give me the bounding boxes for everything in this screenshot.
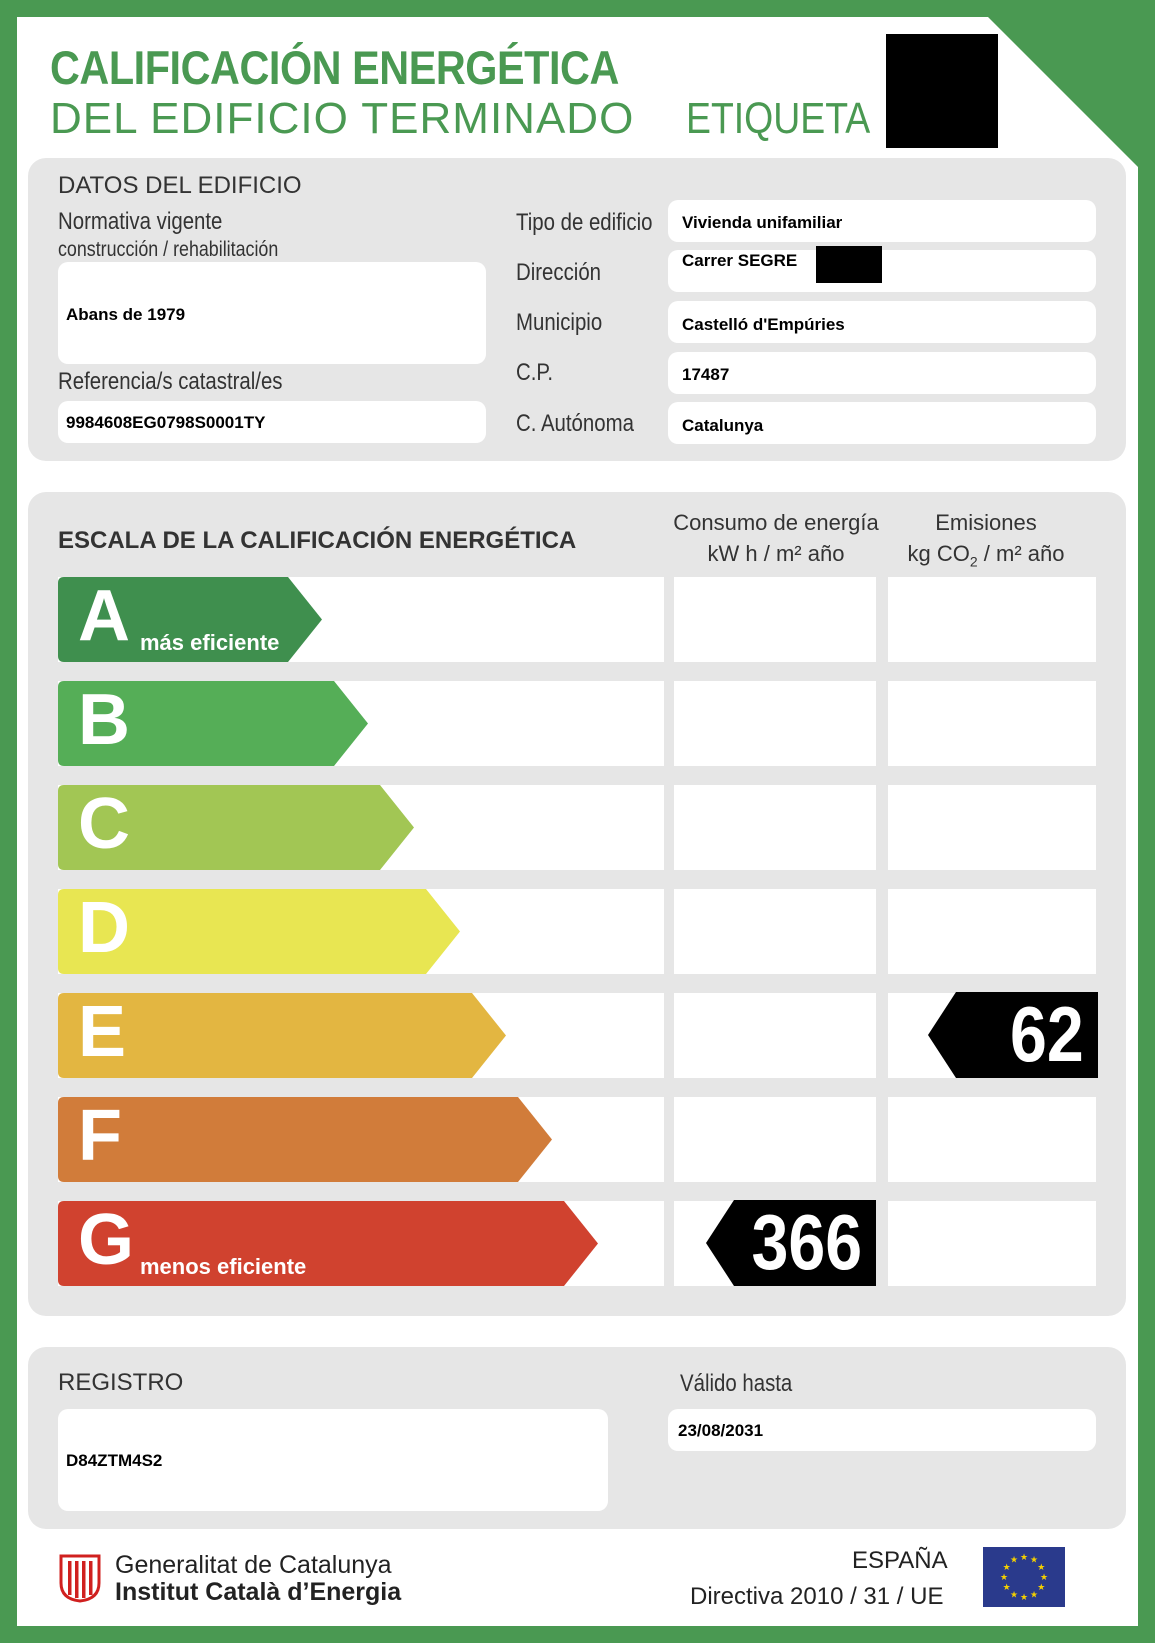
eu-star: ★ <box>999 1572 1009 1582</box>
normativa-label-1: Normativa vigente <box>58 208 223 235</box>
direccion-label: Dirección <box>516 259 602 286</box>
emisiones-cell-c <box>888 785 1096 870</box>
municipio-field <box>668 301 1096 343</box>
eu-flag-icon <box>983 1547 1065 1607</box>
class-letter-g: G <box>78 1200 135 1280</box>
consumo-cell-e <box>674 993 876 1078</box>
qr-code-redacted <box>886 34 998 148</box>
org-line-2: Institut Català d’Energia <box>115 1578 402 1606</box>
eu-star: ★ <box>1019 1552 1029 1562</box>
country-label: ESPAÑA <box>852 1547 948 1574</box>
generalitat-logo-icon <box>58 1553 102 1603</box>
direccion-value: Carrer SEGRE <box>682 251 798 270</box>
emisiones-header-2 <box>886 541 1086 569</box>
valido-label: Válido hasta <box>680 1370 793 1397</box>
eu-star: ★ <box>1009 1554 1019 1565</box>
class-arrow-shape-g <box>58 1201 598 1286</box>
emisiones-cell-d <box>888 889 1096 974</box>
eu-star: ★ <box>1009 1589 1019 1600</box>
valido-value: 23/08/2031 <box>678 1421 764 1440</box>
tipo-field <box>668 200 1096 242</box>
class-letter-a: A <box>78 576 130 656</box>
valido-field <box>668 1409 1096 1451</box>
class-sub-a: más eficiente <box>140 630 280 655</box>
normativa-label-2: construcción / rehabilitación <box>58 238 279 261</box>
emisiones-rating-badge <box>928 992 1098 1078</box>
referencia-value: 9984608EG0798S0001TY <box>66 413 266 432</box>
corner-fold <box>988 17 1138 167</box>
class-arrow-shape-f <box>58 1097 552 1182</box>
registro-value: D84ZTM4S2 <box>66 1451 163 1470</box>
eu-star: ★ <box>1019 1592 1029 1602</box>
eu-star: ★ <box>1029 1589 1039 1600</box>
emisiones-cell-g <box>888 1201 1096 1286</box>
class-letter-c: C <box>78 784 130 864</box>
municipio-label: Municipio <box>516 309 603 336</box>
referencia-field <box>58 401 486 443</box>
direccion-redaction <box>816 246 882 283</box>
class-arrow-d <box>58 889 460 974</box>
emisiones-cell-f <box>888 1097 1096 1182</box>
emisiones-cell-a <box>888 577 1096 662</box>
normativa-value: Abans de 1979 <box>66 305 186 324</box>
tipo-label: Tipo de edificio <box>516 209 653 236</box>
consumo-cell-b <box>674 681 876 766</box>
directive-label: Directiva 2010 / 31 / UE <box>690 1583 944 1610</box>
class-letter-b: B <box>78 680 130 760</box>
municipio-value: Castelló d'Empúries <box>682 315 845 334</box>
registro-label: REGISTRO <box>58 1369 184 1396</box>
eu-star: ★ <box>1039 1572 1049 1582</box>
tipo-value: Vivienda unifamiliar <box>682 213 843 232</box>
emisiones-cell-b <box>888 681 1096 766</box>
class-sub-g: menos eficiente <box>140 1254 307 1279</box>
class-arrow-e <box>58 993 506 1078</box>
consumo-cell-a <box>674 577 876 662</box>
autonoma-value: Catalunya <box>682 416 764 435</box>
class-letter-d: D <box>78 888 130 968</box>
class-letter-e: E <box>78 992 127 1072</box>
emisiones-rating-badge-value: 62 <box>1010 990 1084 1078</box>
normativa-field <box>58 262 486 364</box>
eu-star: ★ <box>1037 1562 1046 1572</box>
autonoma-label: C. Autónoma <box>516 410 634 437</box>
consumo-cell-c <box>674 785 876 870</box>
cp-label: C.P. <box>516 359 554 386</box>
consumo-cell-d <box>674 889 876 974</box>
scale-section-title: ESCALA DE LA CALIFICACIÓN ENERGÉTICA <box>58 527 577 554</box>
class-arrow-f <box>58 1097 552 1182</box>
cp-value: 17487 <box>682 365 730 384</box>
consumo-rating-badge <box>706 1200 876 1286</box>
consumo-header-2: kW h / m² año <box>707 541 845 566</box>
emisiones-unit-rest: / m² año <box>977 541 1065 566</box>
title-line-2: DEL EDIFICIO TERMINADO <box>50 94 635 143</box>
building-section-title: DATOS DEL EDIFICIO <box>58 172 302 199</box>
consumo-header-1: Consumo de energía <box>673 510 879 535</box>
direccion-field <box>668 250 1096 292</box>
title-line-1: CALIFICACIÓN ENERGÉTICA <box>50 41 619 94</box>
etiqueta-label: ETIQUETA <box>686 94 871 143</box>
cp-field <box>668 352 1096 394</box>
referencia-label: Referencia/s catastral/es <box>58 368 283 395</box>
emisiones-header-1: Emisiones <box>935 510 1037 535</box>
emisiones-unit-sub: 2 <box>969 553 978 570</box>
consumo-rating-badge-value: 366 <box>751 1198 862 1286</box>
eu-star: ★ <box>1002 1562 1011 1572</box>
class-arrow-a <box>58 577 322 662</box>
autonoma-field <box>668 402 1096 444</box>
class-arrow-c <box>58 785 414 870</box>
org-line-1: Generalitat de Catalunya <box>115 1551 392 1579</box>
emisiones-unit-kgco: kg CO <box>907 541 970 566</box>
class-arrow-g <box>58 1201 598 1286</box>
consumo-cell-f <box>674 1097 876 1182</box>
class-arrow-b <box>58 681 368 766</box>
registro-field <box>58 1409 608 1511</box>
eu-star: ★ <box>1002 1582 1011 1592</box>
class-letter-f: F <box>78 1096 122 1176</box>
eu-star: ★ <box>1037 1582 1046 1592</box>
eu-star: ★ <box>1029 1554 1039 1565</box>
eu-stars <box>983 1547 1065 1607</box>
